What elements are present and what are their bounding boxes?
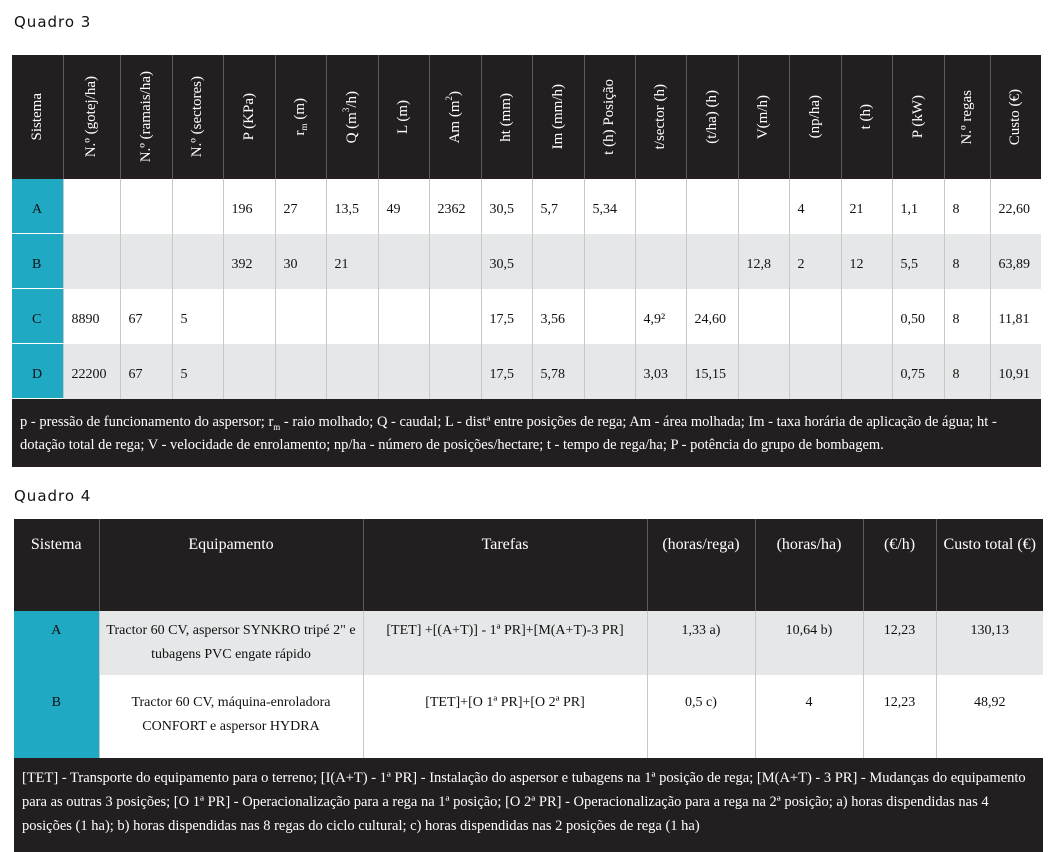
table-cell: [TET] +[(A+T)] - 1ª PR]+[M(A+T)-3 PR] bbox=[363, 611, 647, 675]
table-cell: 1,33 a) bbox=[647, 611, 755, 675]
table-cell: 12,23 bbox=[863, 611, 936, 675]
q3-header: t/sector (h) bbox=[635, 55, 686, 179]
table-cell bbox=[584, 234, 635, 289]
q4-header: Equipamento bbox=[99, 519, 363, 611]
table-cell: 21 bbox=[841, 179, 892, 234]
table-cell: 10,91 bbox=[990, 344, 1041, 399]
table-cell: 2362 bbox=[429, 179, 481, 234]
q4-header: Sistema bbox=[14, 519, 99, 611]
table-cell bbox=[378, 344, 429, 399]
table-cell: 392 bbox=[223, 234, 275, 289]
q4-header: (€/h) bbox=[863, 519, 936, 611]
q3-header: N.º (gotej/ha) bbox=[63, 55, 120, 179]
q4-header: (horas/ha) bbox=[755, 519, 863, 611]
table-cell: 13,5 bbox=[326, 179, 378, 234]
table-cell: Tractor 60 CV, máquina-enroladora CONFORT e aspersor HYDRA bbox=[99, 675, 363, 758]
table-cell bbox=[275, 289, 326, 344]
q3-header-rm: $r_m$ (m) bbox=[275, 55, 326, 179]
table-cell bbox=[172, 234, 223, 289]
table-cell bbox=[429, 289, 481, 344]
table-cell: 24,60 bbox=[686, 289, 738, 344]
quadro4-header-row bbox=[14, 519, 1043, 611]
table-cell: 17,5 bbox=[481, 344, 532, 399]
q3-header: t (h) Posição bbox=[584, 55, 635, 179]
table-cell: 3,56 bbox=[532, 289, 584, 344]
table-row bbox=[12, 344, 1041, 399]
q3-header: ht (mm) bbox=[481, 55, 532, 179]
table-row bbox=[14, 611, 1043, 675]
table-cell bbox=[326, 289, 378, 344]
q4-header: Tarefas bbox=[363, 519, 647, 611]
table-cell bbox=[429, 234, 481, 289]
table-cell: 5,7 bbox=[532, 179, 584, 234]
q3-header: (np/ha) bbox=[789, 55, 841, 179]
table-cell: 48,92 bbox=[936, 675, 1043, 758]
system-cell: A bbox=[12, 179, 63, 234]
system-cell: A bbox=[14, 611, 99, 675]
table-cell: 5 bbox=[172, 344, 223, 399]
table-cell bbox=[378, 234, 429, 289]
table-cell bbox=[789, 289, 841, 344]
table-cell bbox=[120, 234, 172, 289]
table-cell: 5 bbox=[172, 289, 223, 344]
quadro4-table bbox=[14, 519, 1043, 852]
q3-header: P (kW) bbox=[892, 55, 944, 179]
q3-header: N.º regas bbox=[944, 55, 990, 179]
system-cell: B bbox=[12, 234, 63, 289]
quadro3-legend: p - pressão de funcionamento do aspersor; $r_m$ - raio molhado; Q - caudal; L - distª entre posições de rega; Am - área molhada; Im - taxa horária de aplicação de água; ht - dotação total de rega; V - velocidade de enrolamento; np/ha - número de posições/hectare; t - tempo de rega/ha; P - potência do grupo de bombagem. bbox=[12, 399, 1041, 468]
quadro3-note-row bbox=[12, 399, 1041, 468]
table-cell bbox=[738, 344, 789, 399]
table-cell bbox=[63, 179, 120, 234]
table-cell: 8 bbox=[944, 234, 990, 289]
table-cell: 4,9² bbox=[635, 289, 686, 344]
quadro3-table bbox=[12, 55, 1041, 467]
table-cell: 15,15 bbox=[686, 344, 738, 399]
quadro4-note-row bbox=[14, 758, 1043, 852]
table-cell: 0,5 c) bbox=[647, 675, 755, 758]
table-cell bbox=[686, 179, 738, 234]
table-cell: 30 bbox=[275, 234, 326, 289]
table-row bbox=[12, 234, 1041, 289]
table-cell: 17,5 bbox=[481, 289, 532, 344]
quadro3-title: Quadro 3 bbox=[14, 13, 92, 31]
table-cell: 10,64 b) bbox=[755, 611, 863, 675]
q3-header: V(m/h) bbox=[738, 55, 789, 179]
table-cell bbox=[686, 234, 738, 289]
q3-header: Sistema bbox=[12, 55, 63, 179]
table-cell: 0,50 bbox=[892, 289, 944, 344]
table-cell: 8 bbox=[944, 289, 990, 344]
q3-header: (t/ha) (h) bbox=[686, 55, 738, 179]
table-cell: Tractor 60 CV, aspersor SYNKRO tripé 2" e tubagens PVC engate rápido bbox=[99, 611, 363, 675]
quadro4-title: Quadro 4 bbox=[14, 487, 92, 505]
quadro4-legend: [TET] - Transporte do equipamento para o terreno; [I(A+T) - 1ª PR] - Instalação do aspersor e tubagens na 1ª posição de rega; [M(A+T) - 3 PR] - Mudanças do equipamento para as outras 3 posições; [O 1ª PR] - Operacionalização para a rega na 1ª posição; [O 2ª PR] - Operacionalização para a rega na 2ª posição; a) horas dispendidas nas 4 posições (1 ha); b) horas dispendidas nas 8 regas do ciclo cultural; c) horas dispendidas nas 2 posições de rega (1 ha) bbox=[14, 758, 1043, 852]
table-cell: 1,1 bbox=[892, 179, 944, 234]
table-row bbox=[14, 675, 1043, 758]
q4-header: Custo total (€) bbox=[936, 519, 1043, 611]
table-cell bbox=[584, 344, 635, 399]
table-cell: 4 bbox=[755, 675, 863, 758]
table-cell bbox=[841, 344, 892, 399]
table-cell: 49 bbox=[378, 179, 429, 234]
table-cell: 27 bbox=[275, 179, 326, 234]
table-cell: [TET]+[O 1ª PR]+[O 2ª PR] bbox=[363, 675, 647, 758]
table-cell bbox=[63, 234, 120, 289]
table-cell bbox=[738, 179, 789, 234]
table-cell: 3,03 bbox=[635, 344, 686, 399]
table-row bbox=[12, 179, 1041, 234]
table-cell bbox=[532, 234, 584, 289]
q3-header: Im (mm/h) bbox=[532, 55, 584, 179]
table-cell: 8 bbox=[944, 344, 990, 399]
table-cell bbox=[841, 289, 892, 344]
table-cell: 11,81 bbox=[990, 289, 1041, 344]
table-cell: 5,34 bbox=[584, 179, 635, 234]
q3-header: L (m) bbox=[378, 55, 429, 179]
table-cell: 2 bbox=[789, 234, 841, 289]
quadro3-header-row bbox=[12, 55, 1041, 179]
table-cell: 67 bbox=[120, 289, 172, 344]
system-cell: D bbox=[12, 344, 63, 399]
table-cell: 12,8 bbox=[738, 234, 789, 289]
table-cell: 196 bbox=[223, 179, 275, 234]
table-cell bbox=[584, 289, 635, 344]
table-row bbox=[12, 289, 1041, 344]
table-cell: 63,89 bbox=[990, 234, 1041, 289]
table-cell bbox=[326, 344, 378, 399]
table-cell bbox=[378, 289, 429, 344]
table-cell: 0,75 bbox=[892, 344, 944, 399]
table-cell bbox=[223, 289, 275, 344]
table-cell bbox=[635, 179, 686, 234]
table-cell bbox=[223, 344, 275, 399]
q3-header-q: Q $(m^3/h)$ bbox=[326, 55, 378, 179]
table-cell: 30,5 bbox=[481, 179, 532, 234]
table-cell: 5,5 bbox=[892, 234, 944, 289]
table-cell: 130,13 bbox=[936, 611, 1043, 675]
q3-header: P (KPa) bbox=[223, 55, 275, 179]
table-cell bbox=[635, 234, 686, 289]
q4-header: (horas/rega) bbox=[647, 519, 755, 611]
table-cell: 5,78 bbox=[532, 344, 584, 399]
table-cell: 12 bbox=[841, 234, 892, 289]
q3-header: t (h) bbox=[841, 55, 892, 179]
table-cell: 21 bbox=[326, 234, 378, 289]
table-cell: 22,60 bbox=[990, 179, 1041, 234]
table-cell: 4 bbox=[789, 179, 841, 234]
system-cell: C bbox=[12, 289, 63, 344]
table-cell: 22200 bbox=[63, 344, 120, 399]
q3-header: Custo (€) bbox=[990, 55, 1041, 179]
table-cell bbox=[789, 344, 841, 399]
table-cell: 8 bbox=[944, 179, 990, 234]
q3-header: N.º (sectores) bbox=[172, 55, 223, 179]
table-cell bbox=[172, 179, 223, 234]
table-cell bbox=[429, 344, 481, 399]
q3-header: N.º (ramais/ha) bbox=[120, 55, 172, 179]
table-cell: 8890 bbox=[63, 289, 120, 344]
table-cell: 30,5 bbox=[481, 234, 532, 289]
table-cell bbox=[120, 179, 172, 234]
q3-header-am: Am $(m^2)$ bbox=[429, 55, 481, 179]
table-cell bbox=[738, 289, 789, 344]
table-cell: 67 bbox=[120, 344, 172, 399]
table-cell bbox=[275, 344, 326, 399]
table-cell: 12,23 bbox=[863, 675, 936, 758]
system-cell: B bbox=[14, 675, 99, 758]
